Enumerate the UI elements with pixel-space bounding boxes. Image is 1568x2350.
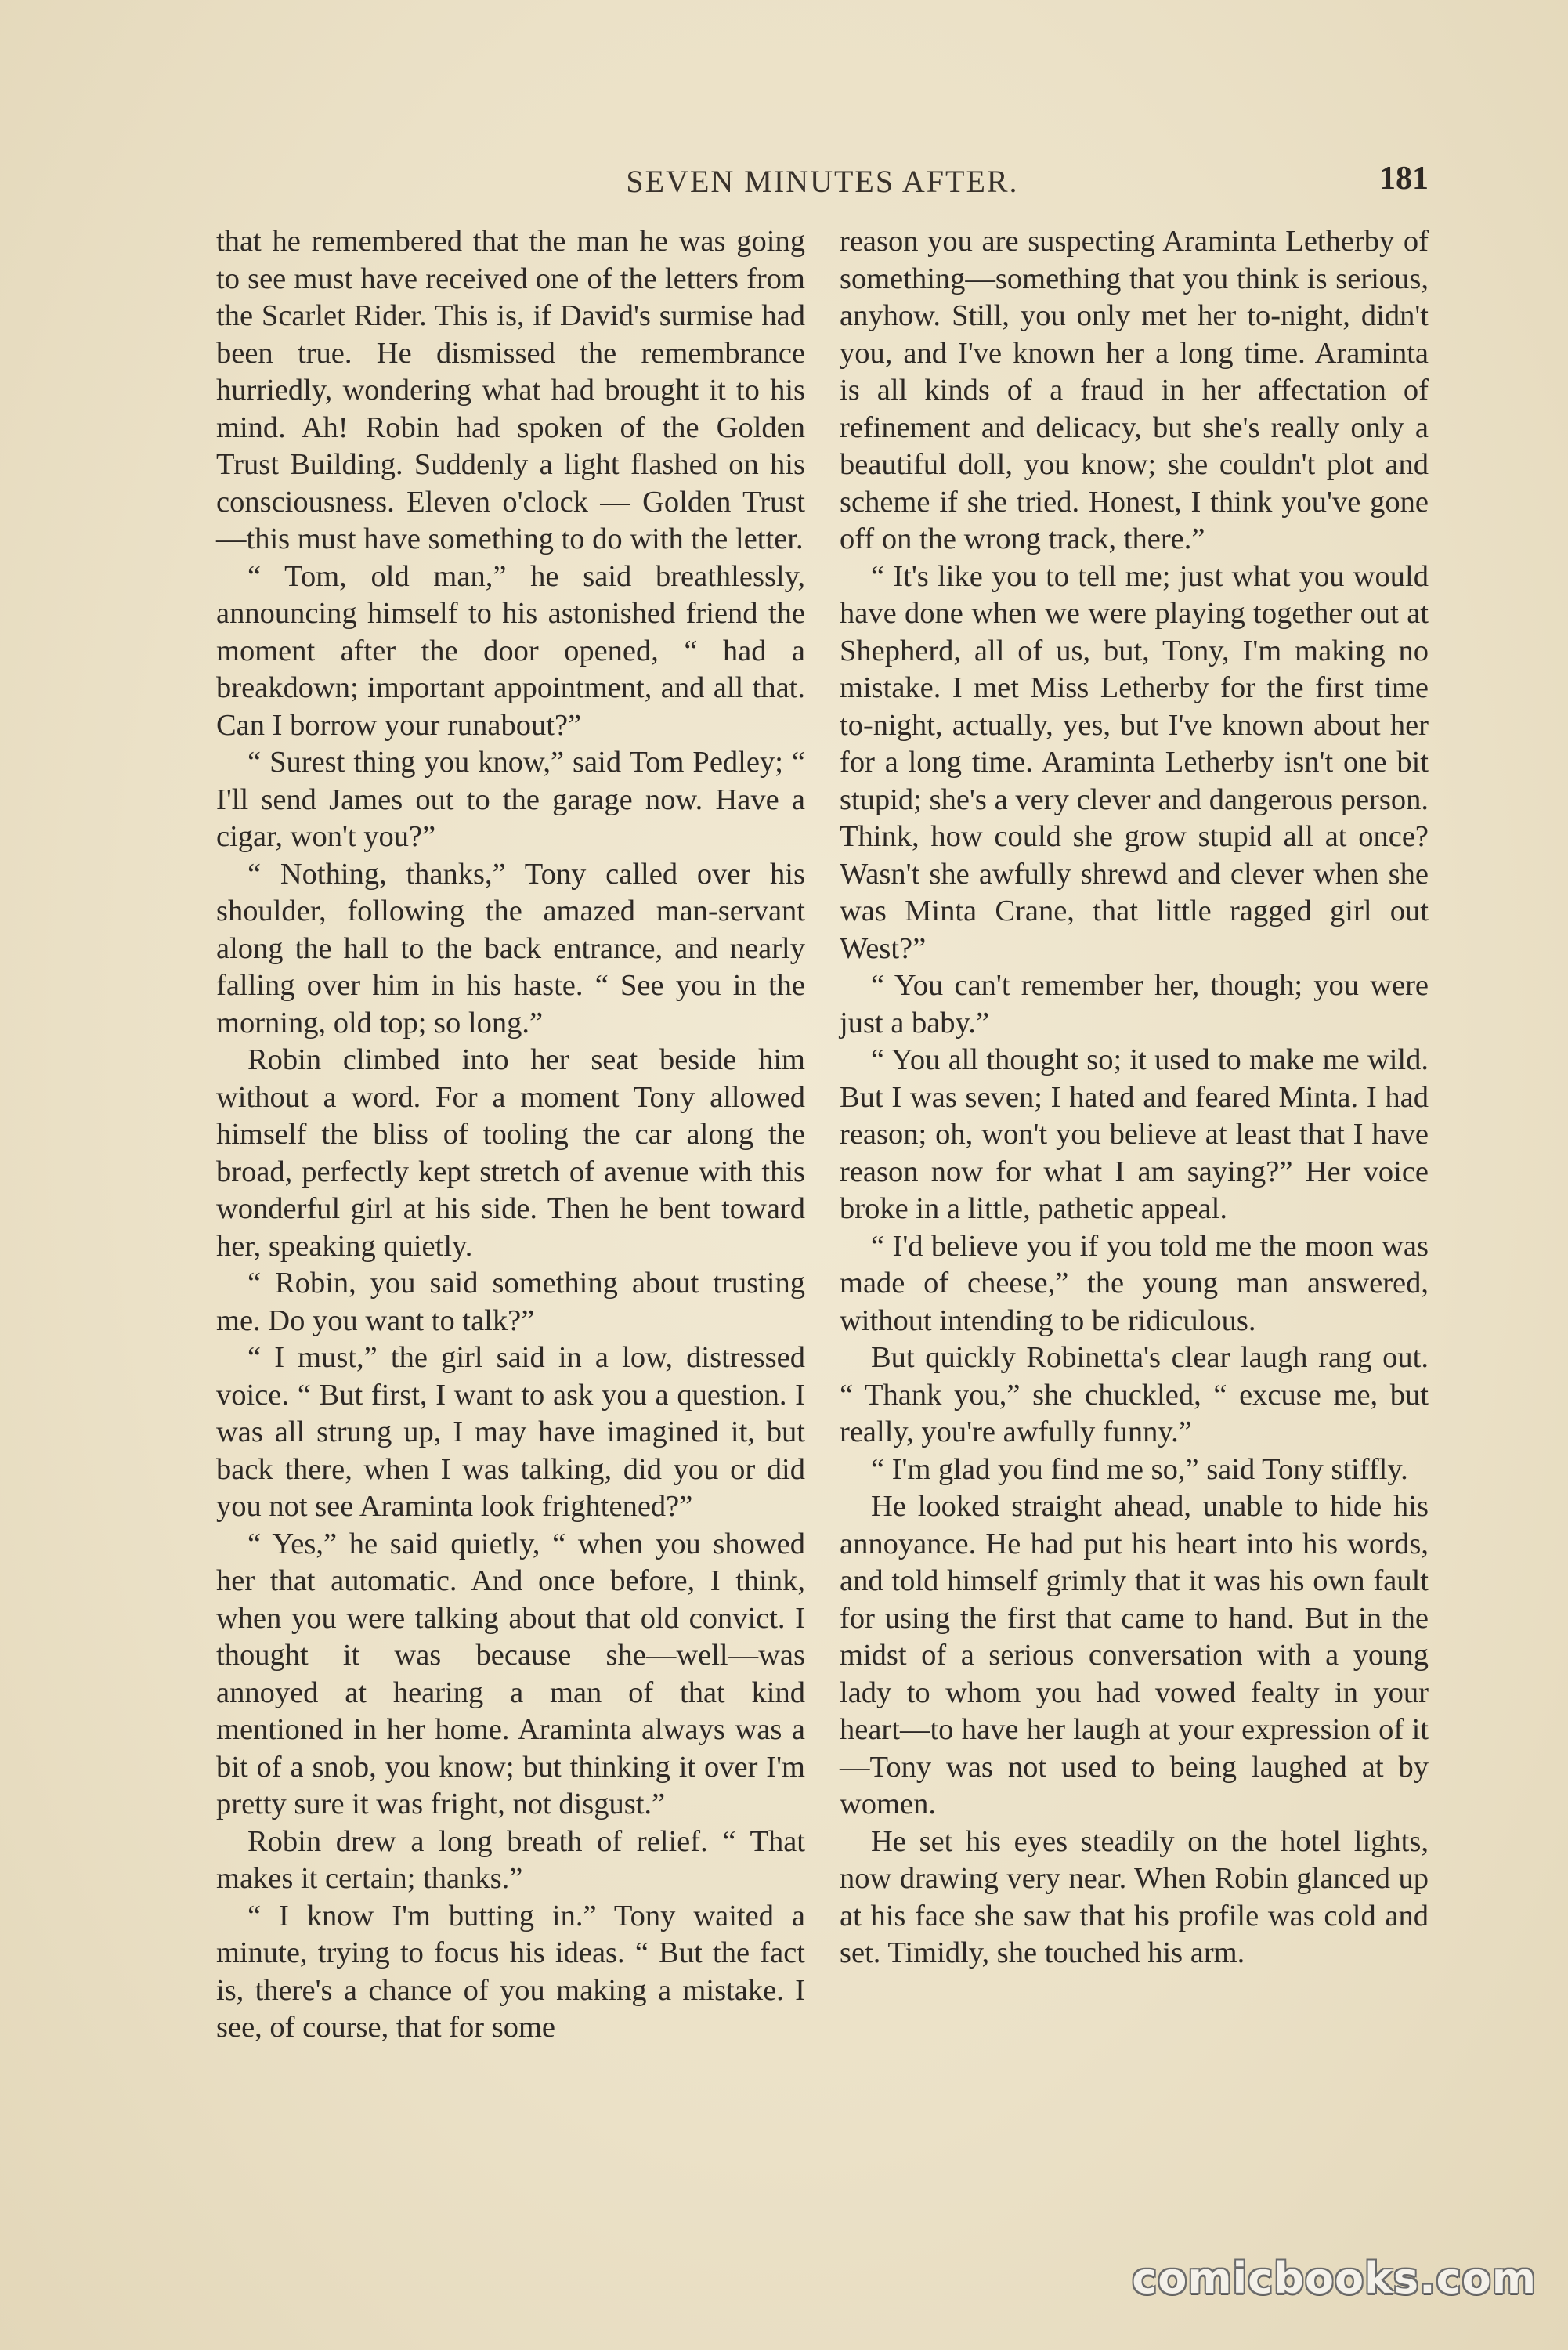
paragraph: “ I know I'm butting in.” Tony waited a minute, trying to focus his ideas. “ But the fact is, there's a chance of you making a mistake. I see, of course, that for some bbox=[216, 1899, 805, 2044]
paragraph: “ I'm glad you find me so,” said Tony stiffly. bbox=[871, 1452, 1408, 1486]
page-header bbox=[216, 157, 1429, 204]
paragraph: He looked straight ahead, unable to hide his annoyance. He had put his heart into his words, and told himself grimly that it was his own fault for using the first that came to hand. But in the midst of a serious conversation with a young lady to whom you had vowed fealty in your heart—to have her laugh at your expression of it—Tony was not used to being laughed at by women. bbox=[840, 1490, 1429, 1820]
paragraph: Robin drew a long breath of relief. “ That makes it certain; thanks.” bbox=[216, 1824, 805, 1895]
paragraph: But quickly Robinetta's clear laugh rang out. “ Thank you,” she chuckled, “ excuse me, but really, you're awfully funny.” bbox=[840, 1341, 1429, 1448]
paragraph: He set his eyes steadily on the hotel lights, now drawing very near. When Robin glanced up at his face she saw that his profile was cold and set. Timidly, she touched his arm. bbox=[840, 1824, 1429, 1969]
paragraph: that he remembered that the man he was going to see must have received one of the letters from the Scarlet Rider. This is, if David's surmise had been true. He dismissed the remembrance hurriedly, wondering what had brought it to his mind. Ah! Robin had spoken of the Golden Trust Building. Suddenly a light flashed on his consciousness. Eleven o'clock — Golden Trust—this must have something to do with the letter. bbox=[216, 225, 805, 555]
paragraph: “ Robin, you said something about trusting me. Do you want to talk?” bbox=[216, 1267, 805, 1337]
paragraph: “ I must,” the girl said in a low, distressed voice. “ But first, I want to ask you a question. I was all strung up, I may have imagined it, but back there, when I was talking, did you or did you not see Araminta look frightened?” bbox=[216, 1341, 805, 1523]
page-number: 181 bbox=[1379, 161, 1429, 197]
left-column bbox=[216, 223, 805, 2047]
paragraph: “ You can't remember her, though; you were just a baby.” bbox=[840, 969, 1429, 1039]
paragraph: “ Nothing, thanks,” Tony called over his shoulder, following the amazed man-servant along the hall to the back entrance, and nearly falling over him in his haste. “ See you in the morning, old top; so long.” bbox=[216, 857, 805, 1039]
running-title: SEVEN MINUTES AFTER. bbox=[626, 164, 1019, 199]
paragraph: “ I'd believe you if you told me the moon was made of cheese,” the young man answered, without intending to be ridiculous. bbox=[840, 1229, 1429, 1337]
watermark-logo: comicbooks.com bbox=[1132, 2254, 1537, 2303]
paragraph: “ Surest thing you know,” said Tom Pedley; “ I'll send James out to the garage now. Have a cigar, won't you?” bbox=[216, 746, 805, 853]
paragraph: “ Tom, old man,” he said breathlessly, announcing himself to his astonished friend the moment after the door opened, “ had a breakdown; important appointment, and all that. Can I borrow your runabout?” bbox=[216, 559, 805, 742]
paragraph: “ It's like you to tell me; just what you would have done when we were playing together out at Shepherd, all of us, but, Tony, I'm making no mistake. I met Miss Letherby for the first time to-night, actually, yes, but I've known about her for a long time. Araminta Letherby isn't one bit stupid; she's a very clever and dangerous person. Think, how could she grow stupid all at once? Wasn't she awfully shrewd and clever when she was Minta Crane, that little ragged girl out West?” bbox=[840, 559, 1429, 965]
right-column bbox=[840, 223, 1429, 1972]
paragraph: “ Yes,” he said quietly, “ when you showed her that automatic. And once before, I think, when you were talking about that old convict. I thought it was because she—well—was annoyed at hearing a man of that kind mentioned in her home. Araminta always was a bit of a snob, you know; but thinking it over I'm pretty sure it was fright, not disgust.” bbox=[216, 1527, 805, 1820]
paragraph: Robin climbed into her seat beside him without a word. For a moment Tony allowed himself the bliss of tooling the car along the broad, perfectly kept stretch of avenue with this wonderful girl at his side. Then he bent toward her, speaking quietly. bbox=[216, 1043, 805, 1263]
paragraph: “ You all thought so; it used to make me wild. But I was seven; I hated and feared Minta. I had reason; oh, won't you believe at least that I have reason now for what I am saying?” Her voice broke in a little, pathetic appeal. bbox=[840, 1043, 1429, 1225]
paragraph: reason you are suspecting Araminta Letherby of something—something that you think is serious, anyhow. Still, you only met her to-night, didn't you, and I've known her a long time. Araminta is all kinds of a fraud in her affectation of refinement and delicacy, but she's really only a beautiful doll, you know; she couldn't plot and scheme if she tried. Honest, I think you've gone off on the wrong track, there.” bbox=[840, 225, 1429, 555]
